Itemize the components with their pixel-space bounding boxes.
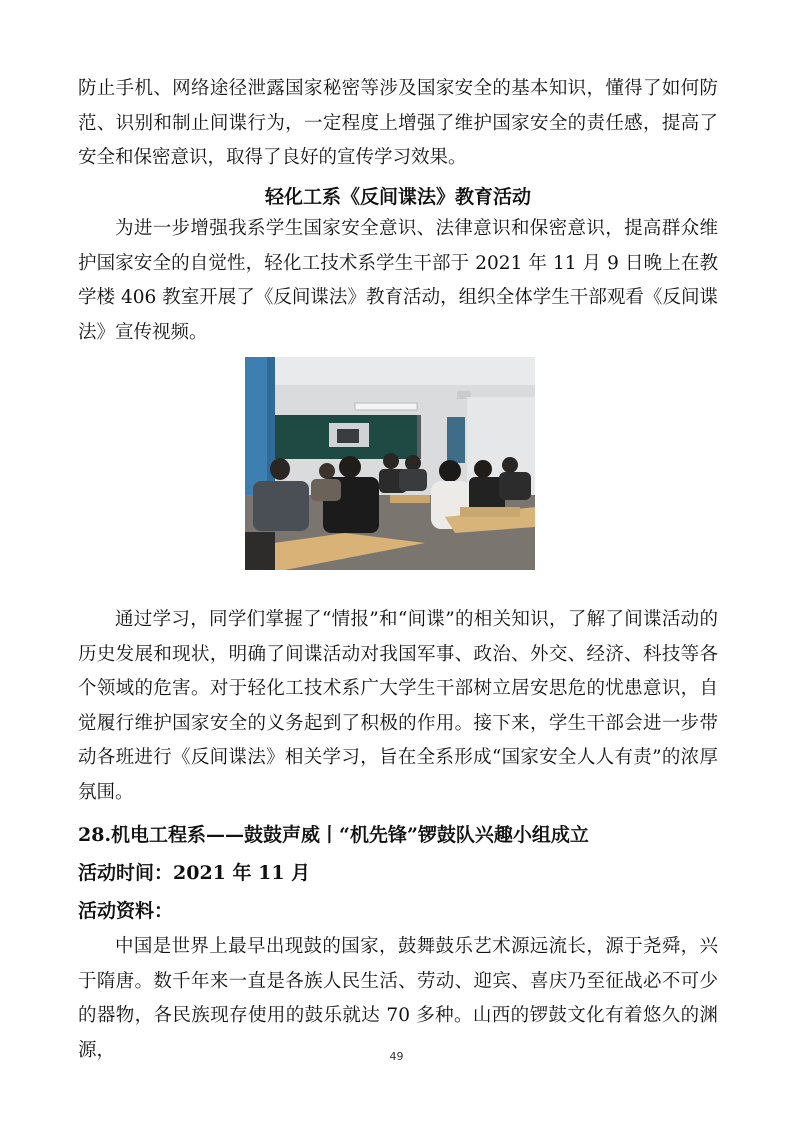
learning-outcome-paragraph: 通过学习，同学们掌握了“情报”和“间谍”的相关知识，了解了间谍活动的历史发展和现状，明确了间谍活动对我国军事、政治、外交、经济、科技等各个领域的危害。对于轻化工技术系广大学生干部树立居安思危的忧患意识，自觉履行维护国家安全的义务起到了积极的作用。接下来，学生干部会进一步带动各班进行《反间谍法》相关学习，旨在全系形成“国家安全人人有责”的浓厚氛围。	[78, 609, 718, 803]
activity-material-label: 活动资料：	[78, 900, 174, 922]
classroom-photo	[245, 357, 535, 570]
page-number: 49	[389, 1050, 404, 1063]
activity-description-paragraph: 为进一步增强我系学生国家安全意识、法律意识和保密意识，提高群众维护国家安全的自觉性，轻化工技术系学生干部于 2021 年 11 月 9 日晚上在教学楼 406 教室开展了《反间谍法》教育活动，组织全体学生干部观看《反间谍法》宣传视频。	[78, 218, 718, 343]
item-heading: 28.机电工程系——鼓鼓声威丨“机先锋”锣鼓队兴趣小组成立	[78, 824, 589, 846]
intro-paragraph: 防止手机、网络途径泄露国家秘密等涉及国家安全的基本知识，懂得了如何防范、识别和制止间谍行为，一定程度上增强了维护国家安全的责任感，提高了安全和保密意识，取得了良好的宣传学习效果。	[78, 78, 718, 168]
classroom-photo-image	[245, 357, 535, 570]
section-title: 轻化工系《反间谍法》教育活动	[264, 186, 531, 208]
activity-time: 活动时间：2021 年 11 月	[78, 862, 311, 884]
drum-history-paragraph: 中国是世界上最早出现鼓的国家，鼓舞鼓乐艺术源远流长，源于尧舜，兴于隋唐。数千年来一直是各族人民生活、劳动、迎宾、喜庆乃至征战必不可少的器物，各民族现存使用的鼓乐就达 70 多种。山西的锣鼓文化有着悠久的渊源，	[78, 936, 718, 1061]
